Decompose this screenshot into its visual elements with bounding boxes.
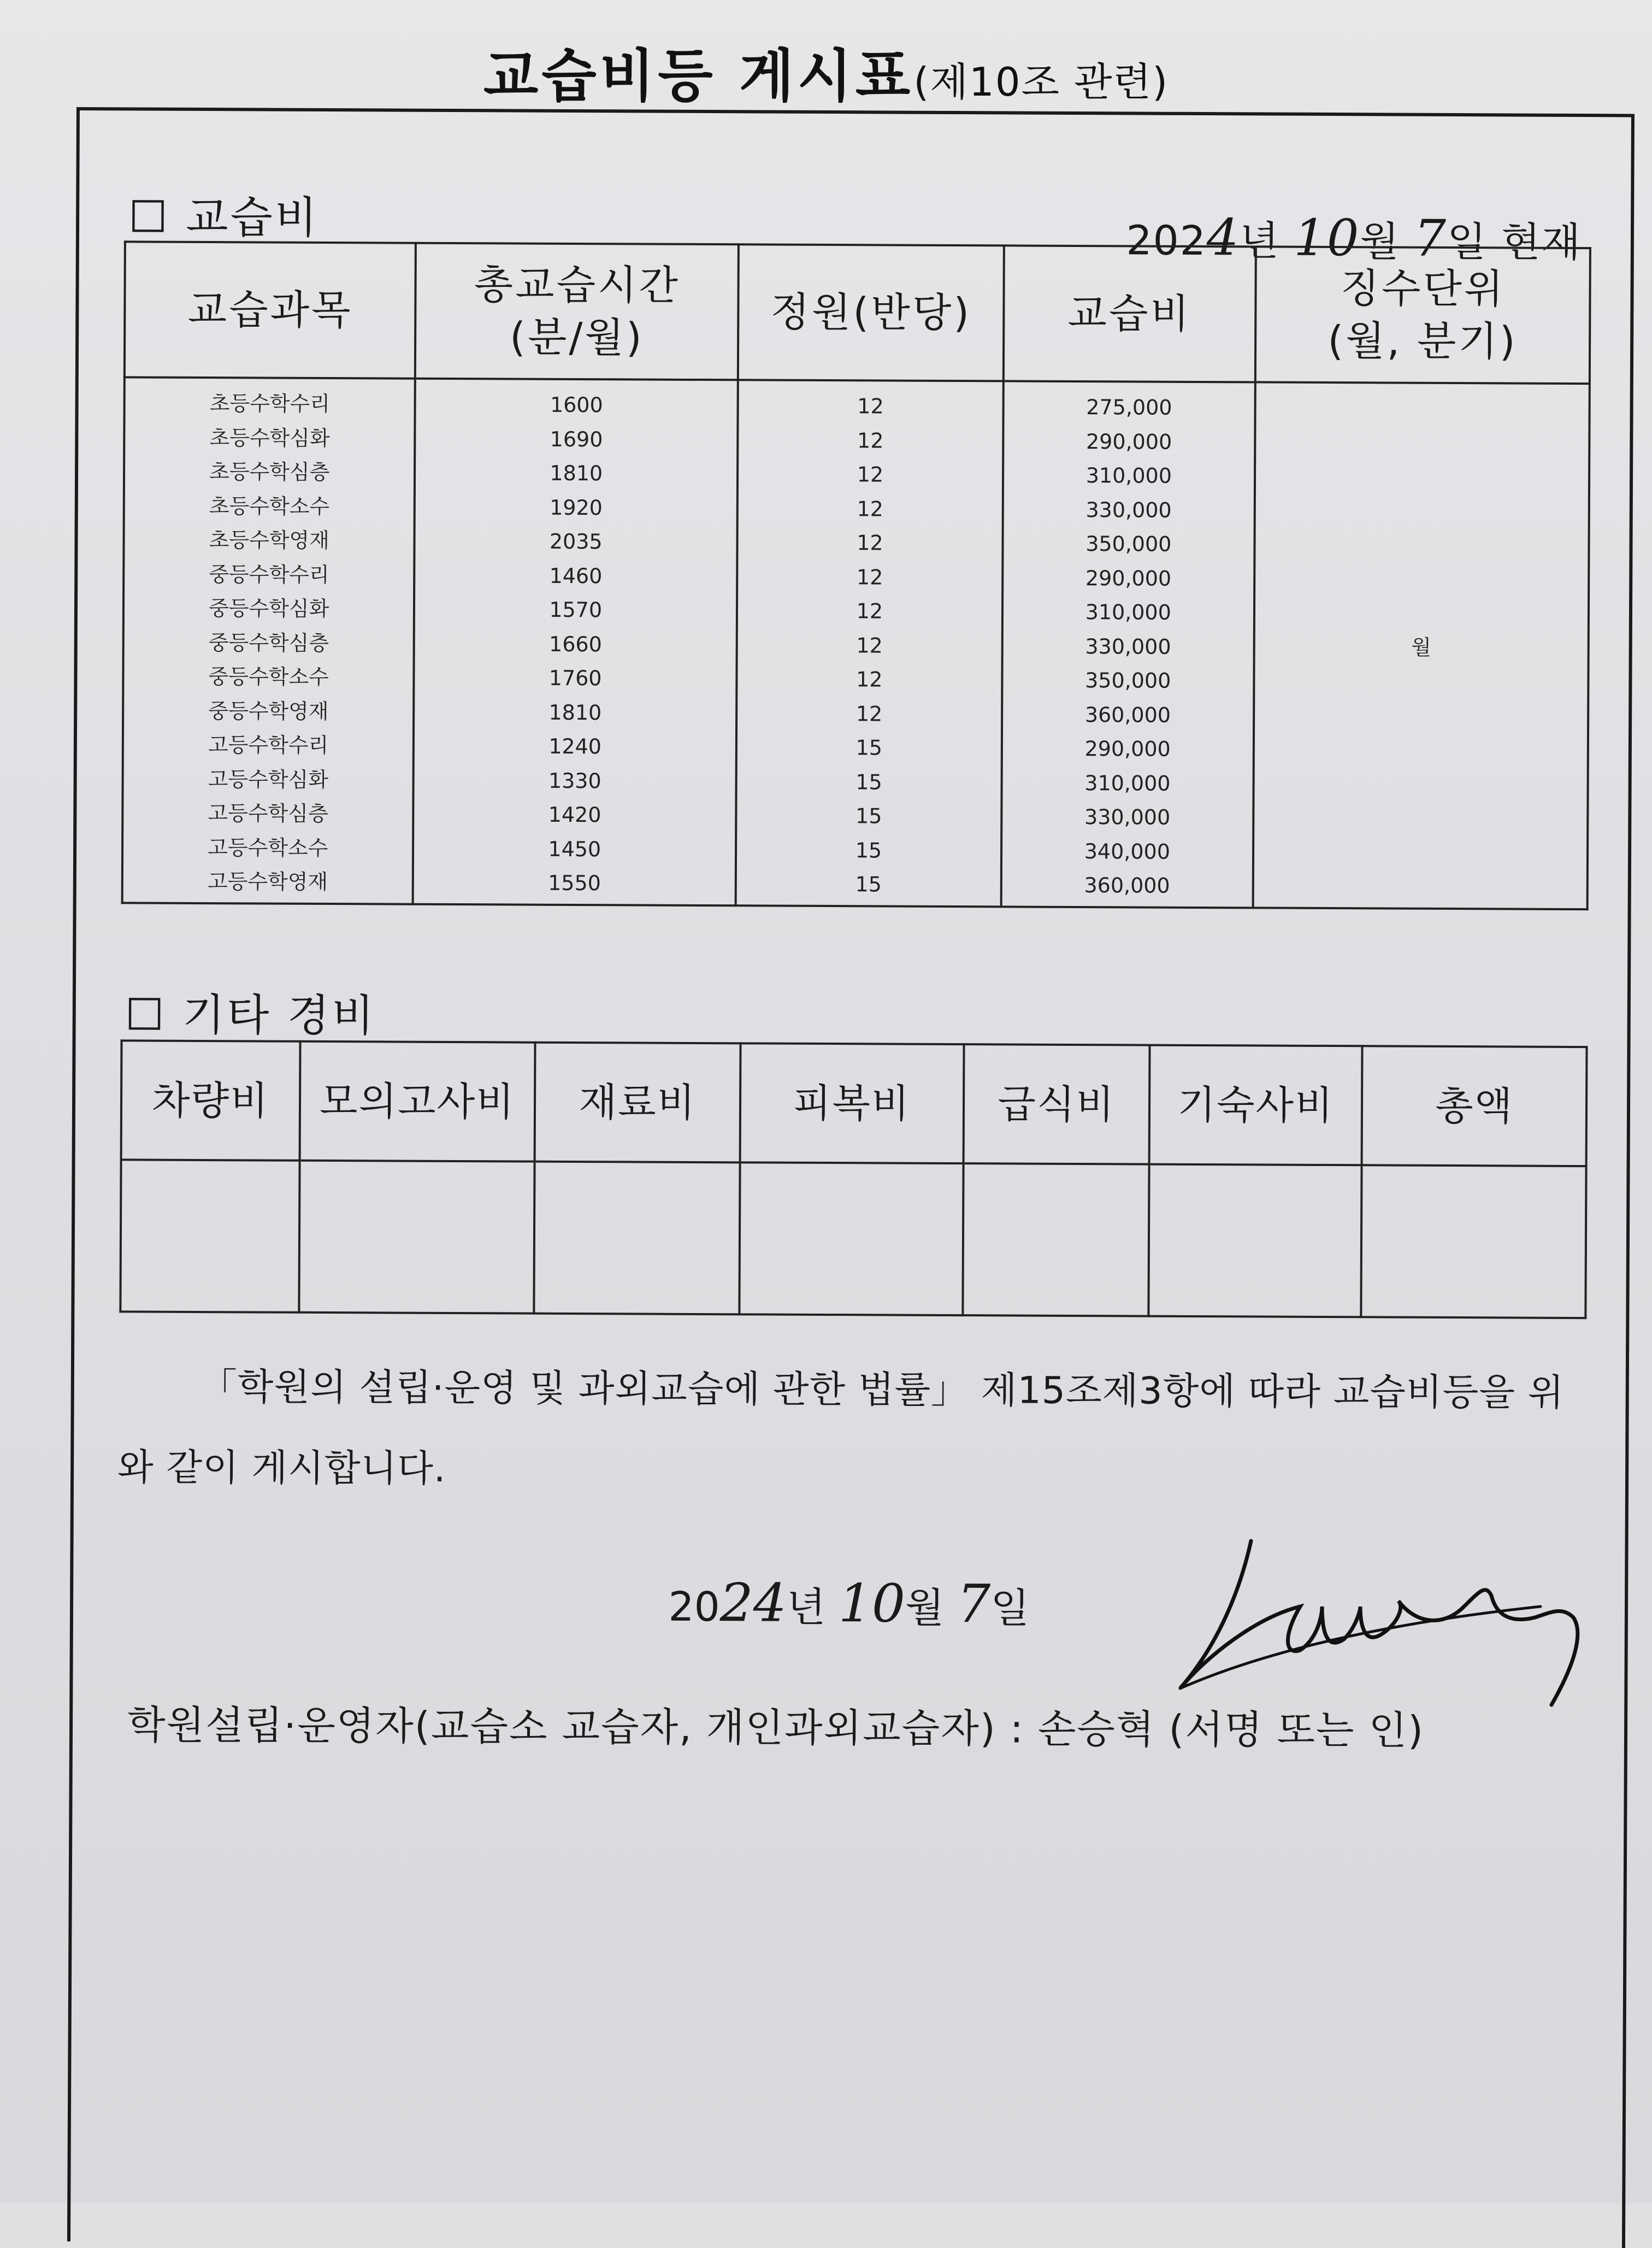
tuition-capacity-cell: 15: [856, 769, 882, 794]
tuition-capacity-cell: 12: [857, 531, 883, 555]
tuition-heading: ☐ 교습비: [128, 191, 320, 243]
tuition-capacity-cell: 15: [855, 872, 882, 897]
other-expenses-header-row: [121, 1040, 1587, 1166]
tuition-hours-cell: 1760: [548, 666, 602, 691]
tuition-capacity-cell: 12: [856, 564, 883, 589]
header-collection-unit: 징수단위 (월, 분기): [1255, 246, 1590, 384]
header-hours: 총교습시간 (분/월): [415, 243, 739, 380]
tuition-subject-cell: 중등수학심화: [209, 596, 329, 621]
tuition-fee-cell: 275,000: [1086, 395, 1172, 420]
other-expense-header: 차량비: [121, 1040, 300, 1160]
tuition-capacity-cell: 12: [856, 667, 883, 692]
tuition-fee-cell: 310,000: [1085, 463, 1172, 488]
other-expense-value: [534, 1162, 740, 1315]
tuition-capacity-cell: 12: [857, 394, 884, 419]
other-expense-value: [739, 1162, 963, 1315]
tuition-fee-cell: 330,000: [1085, 497, 1172, 522]
tuition-fee-cell: 340,000: [1084, 839, 1171, 864]
tuition-subject-cell: 중등수학수리: [209, 562, 329, 587]
tuition-subject-cell: 고등수학수리: [208, 733, 329, 758]
founder-line: 학원설립·운영자(교습소 교습자, 개인과외교습자) : 손승혁 (서명 또는 인): [127, 1702, 1425, 1753]
tuition-hours-cell: 1570: [549, 597, 603, 622]
tuition-subject-cell: 고등수학심화: [208, 767, 329, 792]
tuition-fee-cell: 360,000: [1084, 873, 1170, 898]
header-capacity: 정원(반당): [738, 244, 1004, 381]
tuition-hours-cell: 1240: [548, 734, 602, 759]
tuition-hours-cell: 2035: [549, 529, 603, 554]
tuition-header-row: [125, 242, 1590, 384]
legal-notice: 「학원의 설립·운영 및 과외교습에 관한 법률」 제15조제3항에 따라 교습비등을 위와 같이 게시합니다.: [117, 1366, 1565, 1491]
document-title: [0, 30, 1652, 112]
tuition-hours-cell: 1690: [550, 427, 603, 451]
tuition-subject-cell: 고등수학심층: [208, 801, 328, 826]
tuition-subject-cell: 중등수학심층: [208, 630, 329, 655]
tuition-subject-cell: 초등수학소수: [209, 493, 330, 519]
tuition-fee-cell: 360,000: [1084, 702, 1171, 727]
other-expense-header: 모의고사비: [299, 1041, 535, 1162]
tuition-capacity-cell: 12: [856, 599, 883, 623]
header-fee: 교습비: [1004, 245, 1256, 382]
other-expenses-heading: ☐ 기타 경비: [125, 989, 376, 1041]
bordered-frame: [67, 107, 1635, 2248]
tuition-capacity-cell: 15: [856, 735, 883, 760]
other-expense-header: 재료비: [535, 1043, 741, 1163]
tuition-capacity-cell: 15: [855, 838, 882, 862]
other-expense-value: [1148, 1164, 1361, 1317]
other-expense-header: 총액: [1362, 1046, 1587, 1166]
other-expense-value: [963, 1163, 1149, 1316]
handwritten-signature: [1158, 1525, 1606, 1732]
signing-date: 2024년 10월 7일: [668, 1572, 1030, 1635]
tuition-capacity-cell: 12: [857, 496, 883, 521]
collection-unit-value: 월: [1253, 382, 1589, 909]
tuition-capacity-cell: 12: [856, 701, 883, 726]
tuition-hours-cell: 1600: [550, 392, 603, 417]
hours-column: [414, 387, 737, 901]
tuition-fee-cell: 350,000: [1085, 532, 1172, 556]
tuition-subject-cell: 고등수학영재: [207, 869, 328, 895]
tuition-fee-cell: 290,000: [1085, 566, 1172, 591]
tuition-subject-cell: 중등수학영재: [208, 698, 329, 723]
title-main: 교습비등 게시표: [483, 43, 914, 109]
tuition-table: [121, 240, 1591, 910]
tuition-hours-cell: 1330: [548, 768, 601, 793]
other-expense-value: [120, 1160, 299, 1312]
tuition-subject-cell: 초등수학영재: [209, 528, 329, 553]
tuition-hours-cell: 1450: [548, 837, 601, 861]
tuition-capacity-cell: 12: [856, 633, 883, 657]
tuition-subject-cell: 초등수학심화: [209, 425, 330, 450]
tuition-capacity-cell: 12: [857, 462, 884, 487]
other-expenses-value-row: [120, 1160, 1586, 1318]
other-expense-header: 피복비: [740, 1043, 964, 1163]
tuition-hours-cell: 1460: [549, 563, 603, 588]
other-expense-value: [1361, 1165, 1586, 1318]
as-of-date: 2024년 10월 7일 현재: [1126, 208, 1582, 268]
tuition-fee-cell: 350,000: [1085, 668, 1171, 693]
tuition-fee-cell: 330,000: [1085, 634, 1171, 659]
tuition-capacity-cell: 12: [857, 428, 884, 452]
title-sub: (제10조 관련): [913, 59, 1169, 105]
tuition-fee-cell: 290,000: [1084, 737, 1171, 761]
tuition-fee-cell: 290,000: [1085, 429, 1172, 454]
capacity-column: [737, 389, 1002, 902]
tuition-subject-cell: 중등수학소수: [208, 664, 329, 690]
tuition-body-row: [122, 377, 1590, 909]
fee-column: [1002, 390, 1254, 903]
tuition-fee-cell: 330,000: [1084, 805, 1171, 829]
tuition-hours-cell: 1420: [548, 802, 601, 827]
tuition-fee-cell: 310,000: [1084, 770, 1171, 796]
subject-column: [123, 386, 415, 899]
header-subject: 교습과목: [125, 242, 416, 378]
tuition-capacity-cell: 15: [855, 804, 882, 828]
tuition-hours-cell: 1550: [548, 870, 601, 896]
tuition-hours-cell: 1660: [549, 632, 602, 656]
tuition-hours-cell: 1920: [550, 495, 603, 520]
tuition-subject-cell: 초등수학심층: [209, 460, 330, 485]
tuition-hours-cell: 1810: [550, 461, 603, 486]
other-expenses-table: [119, 1039, 1588, 1319]
other-expense-header: 급식비: [963, 1044, 1149, 1164]
other-expense-header: 기숙사비: [1149, 1045, 1362, 1166]
tuition-hours-cell: 1810: [548, 700, 602, 725]
tuition-fee-cell: 310,000: [1085, 600, 1171, 625]
tuition-subject-cell: 고등수학소수: [208, 835, 328, 860]
tuition-subject-cell: 초등수학수리: [209, 391, 331, 416]
other-expense-value: [299, 1161, 535, 1314]
